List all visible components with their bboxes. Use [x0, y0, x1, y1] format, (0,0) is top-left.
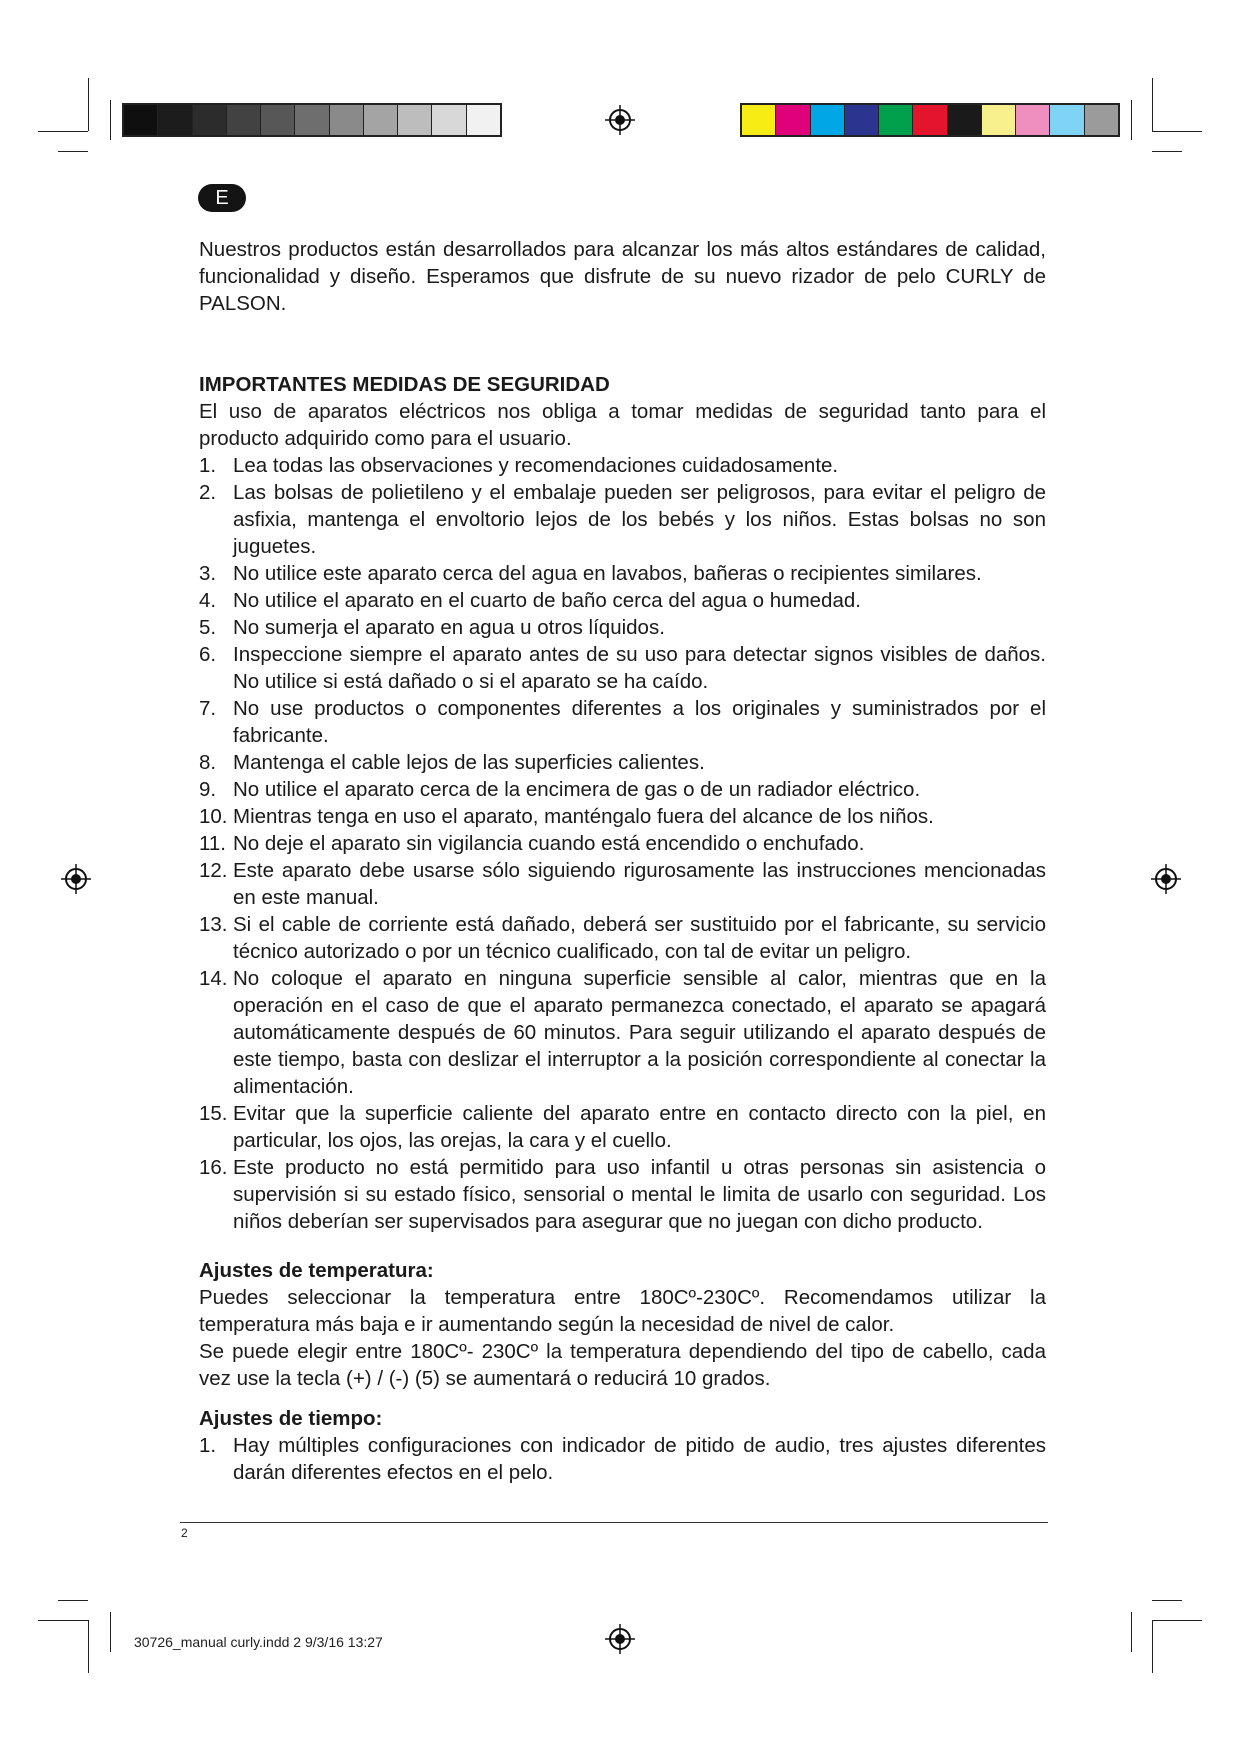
list-item-text: No utilice el aparato cerca de la encimera de gas o de un radiador eléctrico. — [233, 778, 921, 801]
registration-mark-icon — [605, 1624, 635, 1654]
list-item-text: Este aparato debe usarse sólo siguiendo rigurosamente las instrucciones mencionadas en este manual. — [233, 859, 1046, 909]
list-item — [199, 830, 1046, 857]
color-swatch — [811, 105, 845, 135]
registration-mark-icon — [61, 864, 91, 894]
list-item — [199, 614, 1046, 641]
color-swatch — [364, 105, 398, 135]
list-item-number: 9. — [199, 778, 217, 801]
color-swatch — [1050, 105, 1084, 135]
list-item-number: 3. — [199, 562, 217, 585]
list-item-text: Hay múltiples configuraciones con indicador de pitido de audio, tres ajustes diferentes darán diferentes efectos en el pelo. — [233, 1434, 1046, 1484]
list-item-number: 1. — [199, 454, 217, 477]
list-item-text: No utilice este aparato cerca del agua en lavabos, bañeras o recipientes similares. — [233, 562, 982, 585]
footer-rule — [180, 1522, 1048, 1523]
color-swatch — [295, 105, 329, 135]
list-item — [199, 560, 1046, 587]
list-item — [199, 749, 1046, 776]
list-item-text: No use productos o componentes diferentes a los originales y suministrados por el fabricante. — [233, 697, 1046, 747]
list-item — [199, 641, 1046, 695]
color-swatch — [982, 105, 1016, 135]
list-item-text: No coloque el aparato en ninguna superficie sensible al calor, mientras que en la operación en el caso de que el aparato permanezca conectado, el aparato se apagará automáticamente después de 60 minutos. Para seguir utilizando el aparato después de este tiempo, basta con deslizar el interruptor a la posición correspondiente al conectar la alimentación. — [233, 967, 1046, 1098]
list-item-number: 16. — [199, 1156, 228, 1179]
registration-mark-icon — [605, 105, 635, 135]
time-section — [199, 1405, 1046, 1486]
temperature-section — [199, 1257, 1046, 1392]
list-item-number: 6. — [199, 643, 217, 666]
safety-section — [199, 371, 1046, 1235]
list-item — [199, 479, 1046, 560]
safety-heading: IMPORTANTES MEDIDAS DE SEGURIDAD — [199, 373, 610, 396]
list-item-text: Mantenga el cable lejos de las superficies calientes. — [233, 751, 705, 774]
color-swatch — [845, 105, 879, 135]
list-item-text: Este producto no está permitido para uso infantil u otras personas sin asistencia o supervisión si su estado físico, sensorial o mental le limita de usarlo con seguridad. Los niños deberían ser supervisados para asegurar que no juegan con dicho producto. — [233, 1156, 1046, 1233]
color-swatch — [330, 105, 364, 135]
color-swatch — [913, 105, 947, 135]
color-swatch — [467, 105, 500, 135]
list-item — [199, 776, 1046, 803]
grayscale-color-bar — [122, 103, 502, 137]
list-item — [199, 452, 1046, 479]
language-badge: E — [198, 184, 246, 212]
list-item-number: 14. — [199, 967, 228, 990]
color-swatch — [432, 105, 466, 135]
list-item-text: No deje el aparato sin vigilancia cuando está encendido o enchufado. — [233, 832, 865, 855]
list-item — [199, 1432, 1046, 1486]
list-item-number: 13. — [199, 913, 228, 936]
list-item-text: Evitar que la superficie caliente del aparato entre en contacto directo con la piel, en particular, los ojos, las orejas, la cara y el cuello. — [233, 1102, 1046, 1152]
list-item — [199, 965, 1046, 1100]
list-item — [199, 587, 1046, 614]
list-item-number: 1. — [199, 1434, 217, 1457]
color-swatch — [261, 105, 295, 135]
list-item-number: 11. — [199, 832, 226, 855]
list-item — [199, 695, 1046, 749]
color-swatch — [1016, 105, 1050, 135]
color-swatch — [227, 105, 261, 135]
time-heading: Ajustes de tiempo: — [199, 1407, 383, 1430]
list-item — [199, 1154, 1046, 1235]
temperature-paragraph-2: Se puede elegir entre 180Cº- 230Cº la temperatura dependiendo del tipo de cabello, cada vez use la tecla (+) / (-) (5) se aumentará o reducirá 10 grados. — [199, 1340, 1046, 1390]
color-swatch — [742, 105, 776, 135]
temperature-paragraph-1: Puedes seleccionar la temperatura entre 180Cº-230Cº. Recomendamos utilizar la temperatura más baja e ir aumentando según la necesidad de nivel de calor. — [199, 1286, 1046, 1336]
list-item — [199, 857, 1046, 911]
list-item-number: 10. — [199, 805, 228, 828]
list-item-text: Lea todas las observaciones y recomendaciones cuidadosamente. — [233, 454, 839, 477]
process-color-bar — [740, 103, 1120, 137]
list-item-number: 8. — [199, 751, 217, 774]
color-swatch — [398, 105, 432, 135]
list-item-text: Mientras tenga en uso el aparato, manténgalo fuera del alcance de los niños. — [233, 805, 934, 828]
intro-paragraph: Nuestros productos están desarrollados para alcanzar los más altos estándares de calidad, funcionalidad y diseño. Esperamos que disfrute de su nuevo rizador de pelo CURLY de PALSON. — [199, 238, 1046, 315]
list-item-number: 15. — [199, 1102, 228, 1125]
safety-list — [199, 452, 1046, 1235]
color-swatch — [193, 105, 227, 135]
temperature-heading: Ajustes de temperatura: — [199, 1259, 434, 1282]
time-list — [199, 1432, 1046, 1486]
color-swatch — [948, 105, 982, 135]
color-swatch — [879, 105, 913, 135]
list-item-text: Inspeccione siempre el aparato antes de su uso para detectar signos visibles de daños. No utilice si está dañado o si el aparato se ha caído. — [233, 643, 1046, 693]
list-item-number: 7. — [199, 697, 217, 720]
registration-mark-icon — [1151, 864, 1181, 894]
list-item — [199, 1100, 1046, 1154]
list-item-number: 4. — [199, 589, 217, 612]
page-number: 2 — [181, 1526, 188, 1540]
list-item — [199, 911, 1046, 965]
color-swatch — [124, 105, 158, 135]
safety-intro: El uso de aparatos eléctricos nos obliga a tomar medidas de seguridad tanto para el producto adquirido como para el usuario. — [199, 400, 1046, 450]
color-swatch — [1085, 105, 1118, 135]
color-swatch — [158, 105, 192, 135]
list-item-text: Las bolsas de polietileno y el embalaje pueden ser peligrosos, para evitar el peligro de asfixia, mantenga el envoltorio lejos de los bebés y los niños. Estas bolsas no son juguetes. — [233, 481, 1046, 558]
file-slug: 30726_manual curly.indd 2 9/3/16 13:27 — [134, 1634, 383, 1650]
list-item-number: 5. — [199, 616, 217, 639]
list-item — [199, 803, 1046, 830]
color-swatch — [776, 105, 810, 135]
list-item-number: 12. — [199, 859, 228, 882]
list-item-number: 2. — [199, 481, 217, 504]
list-item-text: Si el cable de corriente está dañado, deberá ser sustituido por el fabricante, su servicio técnico autorizado o por un técnico cualificado, con tal de evitar un peligro. — [233, 913, 1046, 963]
list-item-text: No sumerja el aparato en agua u otros líquidos. — [233, 616, 665, 639]
list-item-text: No utilice el aparato en el cuarto de baño cerca del agua o humedad. — [233, 589, 861, 612]
